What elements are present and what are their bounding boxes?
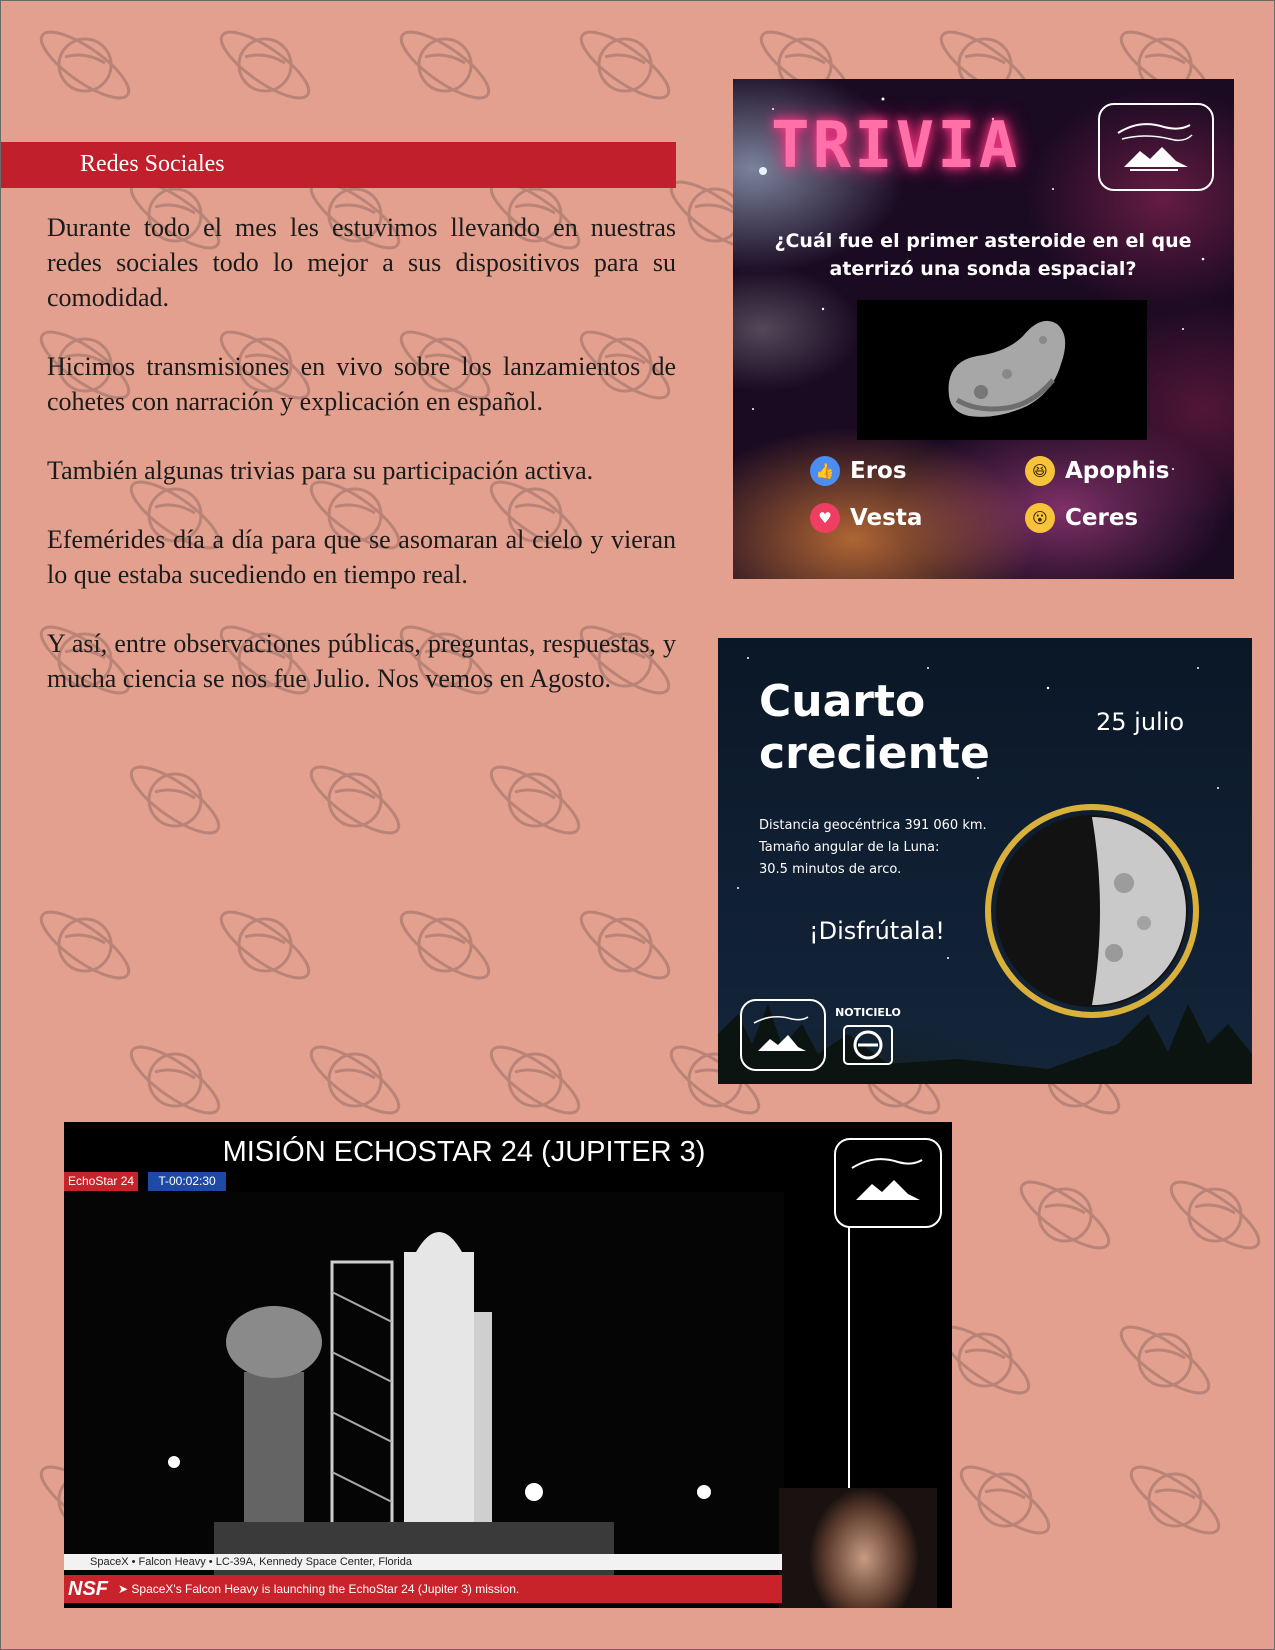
moon-title-line-2: creciente bbox=[759, 728, 990, 779]
moon-date: 25 julio bbox=[1096, 708, 1185, 736]
article-body bbox=[47, 210, 676, 730]
trivia-answer-eros bbox=[810, 456, 907, 486]
section-header-bar bbox=[0, 142, 676, 188]
trivia-card bbox=[733, 79, 1234, 579]
love-reaction-icon: ♥ bbox=[810, 503, 840, 533]
first-quarter-moon-image bbox=[984, 803, 1200, 1019]
trivia-question: ¿Cuál fue el primer asteroide en el que aterrizó una sonda espacial? bbox=[774, 230, 1192, 280]
countdown-clock: T-00:02:30 bbox=[148, 1172, 226, 1191]
paragraph-trivia: También algunas trivias para su participación activa. bbox=[47, 456, 594, 485]
like-reaction-icon: 👍 bbox=[810, 456, 840, 486]
paragraph-closing: Y así, entre observaciones públicas, preguntas, respuestas, y mucha ciencia se nos fue Julio. Nos vemos en Agosto. bbox=[47, 629, 676, 693]
trivia-title: TRIVIA bbox=[771, 109, 1021, 183]
moon-distance: Distancia geocéntrica 391 060 km. bbox=[759, 818, 987, 833]
moon-phase-title bbox=[759, 676, 990, 780]
planet-pattern-row-6 bbox=[123, 756, 588, 844]
paragraph-social-media: Durante todo el mes les estuvimos llevando en nuestras redes sociales todo lo mejor a sus dispositivos para su comodidad. bbox=[47, 213, 676, 312]
nsf-logo: NSF bbox=[68, 1577, 108, 1600]
noticielo-brand-text: NOTICIELO bbox=[835, 1006, 901, 1019]
answer-label: Apophis bbox=[1065, 458, 1170, 484]
mission-tag: EchoStar 24 bbox=[64, 1172, 138, 1191]
presenter-webcam bbox=[779, 1488, 937, 1608]
moon-angular-size-value: 30.5 minutos de arco. bbox=[759, 862, 902, 877]
planet-pattern-row-10 bbox=[933, 1316, 1218, 1404]
launch-pad-scene bbox=[64, 1192, 784, 1588]
livestream-screenshot bbox=[64, 1122, 952, 1608]
paragraph-livestreams: Hicimos transmisiones en vivo sobre los lanzamientos de cohetes con narración y explicación en español. bbox=[47, 352, 676, 416]
answer-label: Eros bbox=[850, 458, 907, 484]
moon-phase-card bbox=[718, 638, 1252, 1084]
ticker-text: ➤ SpaceX's Falcon Heavy is launching the EchoStar 24 (Jupiter 3) mission. bbox=[118, 1582, 520, 1596]
wow-reaction-icon: 😮 bbox=[1025, 503, 1055, 533]
planet-pattern-row-7 bbox=[33, 901, 678, 989]
association-logo bbox=[834, 1138, 942, 1228]
section-title: Redes Sociales bbox=[80, 151, 225, 177]
trivia-answer-vesta bbox=[810, 503, 922, 533]
moon-info bbox=[759, 815, 1019, 881]
trivia-answer-apophis bbox=[1025, 456, 1169, 486]
broadcast-lower-third: SpaceX • Falcon Heavy • LC-39A, Kennedy Space Center, Florida bbox=[64, 1554, 782, 1570]
news-ticker bbox=[64, 1575, 782, 1603]
association-logo bbox=[1098, 103, 1214, 191]
answer-label: Vesta bbox=[850, 505, 923, 531]
planet-pattern-row-9 bbox=[1013, 1171, 1268, 1259]
trivia-answer-ceres bbox=[1025, 503, 1138, 533]
answer-label: Ceres bbox=[1065, 505, 1139, 531]
moon-angular-size-label: Tamaño angular de la Luna: bbox=[759, 840, 940, 855]
asteroid-photo bbox=[857, 300, 1147, 440]
association-logo bbox=[740, 999, 826, 1071]
moon-title-line-1: Cuarto bbox=[759, 676, 926, 727]
livestream-title: MISIÓN ECHOSTAR 24 (JUPITER 3) bbox=[222, 1136, 706, 1168]
noticielo-logo bbox=[828, 998, 908, 1070]
paragraph-ephemerides: Efemérides día a día para que se asomaran al cielo y vieran lo que estaba sucediendo en tiempo real. bbox=[47, 525, 676, 589]
moon-cta: ¡Disfrútala! bbox=[809, 917, 945, 945]
haha-reaction-icon: 😆 bbox=[1025, 456, 1055, 486]
